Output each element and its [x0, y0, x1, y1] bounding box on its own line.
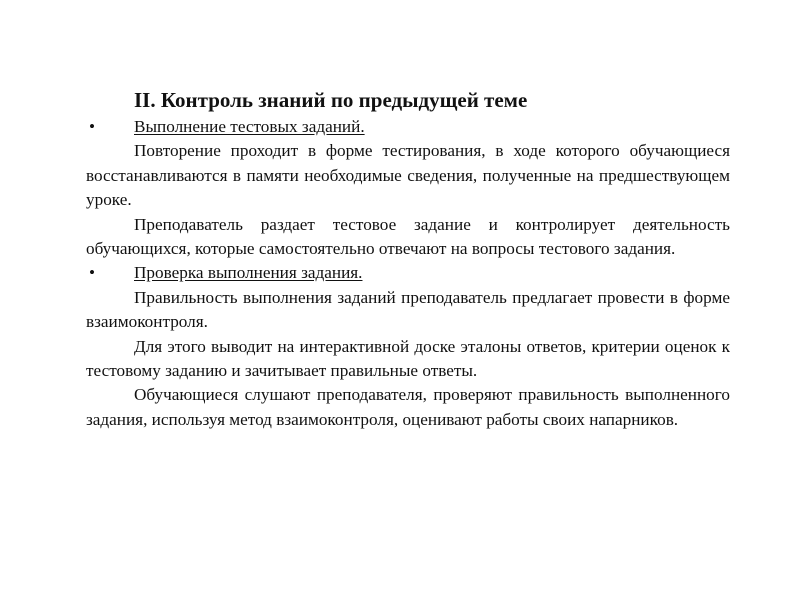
page-title: II. Контроль знаний по предыдущей теме: [134, 88, 528, 112]
paragraph: Повторение проходит в форме тестирования, в ходе которого обучающиеся восстанавливаются в памяти необходимые сведения, полученные на предшествующем уроке.: [86, 141, 730, 210]
bullet-item-tests: [86, 115, 730, 139]
paragraph: Преподаватель раздает тестовое задание и контролирует деятельность обучающихся, которые самостоятельно отвечают на вопросы тестового задания.: [86, 214, 730, 259]
bullet-icon: •: [89, 117, 96, 136]
section-title-tests: Выполнение тестовых заданий.: [134, 117, 365, 136]
slide-content: [86, 86, 730, 432]
paragraph: Обучающиеся слушают преподавателя, проверяют правильность выполненного задания, используя метод взаимоконтроля, оценивают работы своих напарников.: [86, 385, 730, 429]
paragraph: Правильность выполнения заданий преподаватель предлагает провести в форме взаимоконтроля.: [86, 287, 730, 332]
section-title-check: Проверка выполнения задания.: [134, 263, 363, 283]
bullet-icon: •: [89, 263, 96, 283]
paragraph: Для этого выводит на интерактивной доске эталоны ответов, критерии оценок к тестовому заданию и зачитывает правильные ответы.: [86, 336, 730, 381]
bullet-item-check: [86, 261, 730, 285]
